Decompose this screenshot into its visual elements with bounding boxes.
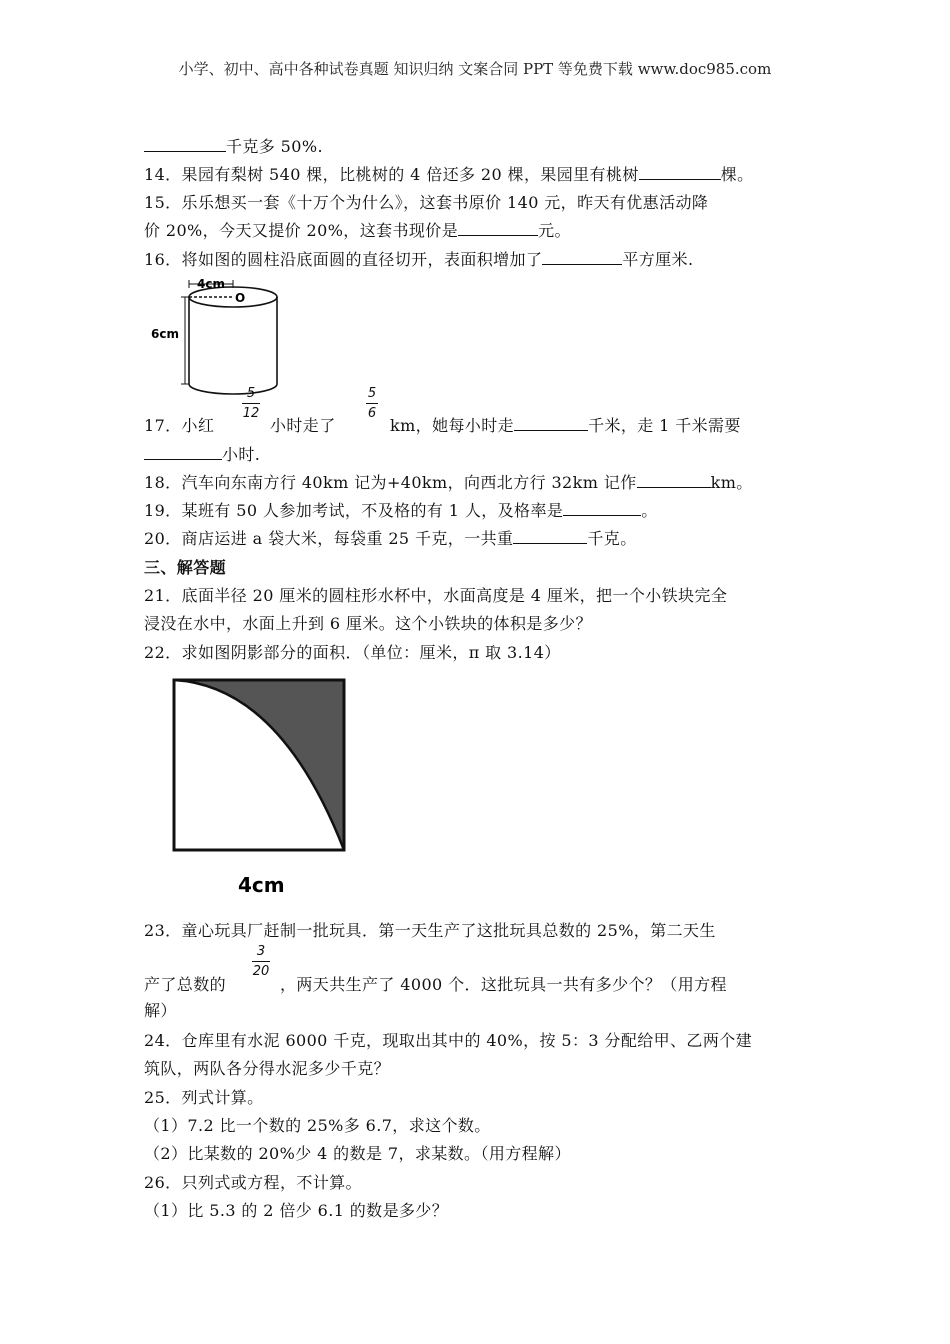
- answer-blank: [639, 165, 721, 180]
- page-header: 小学、初中、高中各种试卷真题 知识归纳 文案合同 PPT 等免费下载 www.doc985.com: [178, 60, 772, 78]
- question-17-line2: 小时.: [144, 442, 260, 465]
- question-18: 18．汽车向东南方行 40km 记为+40km，向西北方行 32km 记作 km。: [144, 473, 753, 492]
- shaded-region: [174, 680, 344, 850]
- answer-blank: [144, 137, 226, 152]
- question-25-title: 25．列式计算。: [144, 1088, 264, 1107]
- side-length-label: 4cm: [238, 873, 285, 897]
- fraction-5-12: 5 12: [242, 386, 260, 421]
- answer-blank: [513, 529, 587, 544]
- cylinder-bottom-arc: [189, 384, 277, 394]
- answer-blank: [563, 501, 641, 516]
- fraction-5-6: 5 6: [367, 386, 377, 421]
- question-25-part1: （1）7.2 比一个数的 25%多 6.7，求这个数。: [144, 1116, 491, 1135]
- question-24-line1: 24．仓库里有水泥 6000 千克，现取出其中的 40%，按 5：3 分配给甲、乙两个建: [144, 1031, 753, 1050]
- answer-blank: [514, 416, 588, 431]
- question-16: 16．将如图的圆柱沿底面圆的直径切开，表面积增加了 平方厘米.: [144, 250, 694, 269]
- question-23-line1: 23．童心玩具厂赶制一批玩具．第一天生产了这批玩具总数的 25%，第二天生: [144, 921, 716, 940]
- question-15-line1: 15．乐乐想买一套《十万个为什么》，这套书原价 140 元，昨天有优惠活动降: [144, 193, 709, 212]
- question-23-line3: 解）: [144, 1001, 177, 1020]
- cylinder-figure: [145, 272, 285, 400]
- answer-blank: [144, 445, 222, 460]
- question-19: 19．某班有 50 人参加考试，不及格的有 1 人，及格率是 。: [144, 501, 658, 520]
- answer-blank: [542, 250, 622, 265]
- section-title: 三、解答题: [144, 558, 227, 577]
- question-17-line1: 17．小红: [144, 416, 215, 435]
- answer-blank: [637, 473, 711, 488]
- height-label: 6cm: [151, 327, 179, 341]
- question-17-after: km，她每小时走 千米，走 1 千米需要: [390, 416, 741, 435]
- question-20: 20．商店运进 a 袋大米，每袋重 25 千克，一共重 千克。: [144, 529, 637, 548]
- question-26-part1: （1）比 5.3 的 2 倍少 6.1 的数是多少？: [144, 1201, 449, 1220]
- question-17-mid: 小时走了: [270, 416, 336, 435]
- question-26-title: 26．只列式或方程，不计算。: [144, 1173, 362, 1192]
- fraction-3-20: 3 20: [252, 944, 270, 979]
- radius-label: 4cm: [197, 277, 225, 291]
- question-21-line2: 浸没在水中，水面上升到 6 厘米。这个小铁块的体积是多少？: [144, 614, 592, 633]
- center-label: O: [235, 291, 246, 305]
- question-21-line1: 21．底面半径 20 厘米的圆柱形水杯中，水面高度是 4 厘米，把一个小铁块完全: [144, 586, 728, 605]
- question-14: 14．果园有梨树 540 棵，比桃树的 4 倍还多 20 棵，果园里有桃树 棵。: [144, 165, 754, 184]
- shaded-area-figure: [160, 670, 360, 902]
- answer-blank: [458, 221, 538, 236]
- question-15-line2: 价 20%，今天又提价 20%，这套书现价是 元。: [144, 221, 571, 240]
- question-23-line2-suffix: ，两天共生产了 4000 个．这批玩具一共有多少个？（用方程: [280, 975, 727, 994]
- question-22: 22．求如图阴影部分的面积．（单位：厘米，π 取 3.14）: [144, 643, 561, 662]
- question-23-line2-prefix: 产了总数的: [144, 975, 227, 994]
- question-25-part2: （2）比某数的 20%少 4 的数是 7，求某数。（用方程解）: [144, 1144, 571, 1163]
- question-24-line2: 筑队，两队各分得水泥多少千克？: [144, 1059, 391, 1078]
- question-13-tail: 千克多 50%.: [144, 134, 323, 157]
